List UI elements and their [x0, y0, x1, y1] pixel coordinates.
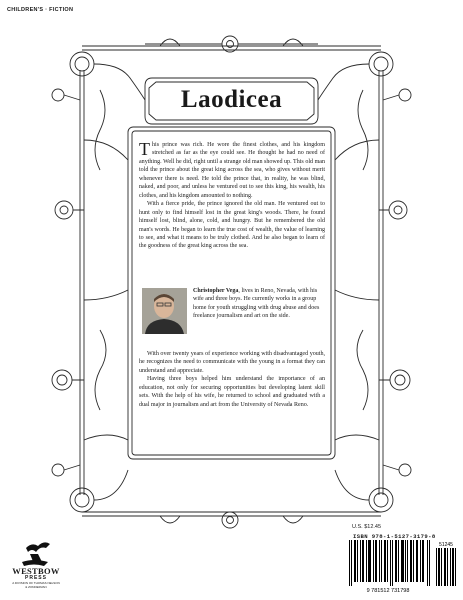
author-bio: Christopher Vega, lives in Reno, Nevada, with his wife and three boys. He currently works in a group home for youth struggling with drug abuse and does freelance journalism and art on the side. [193, 288, 320, 320]
isbn-label: ISBN 978-1-5127-3179-8 [353, 533, 436, 540]
author-paragraph-2: Having three boys helped him understand the importance of an education, not only for securing opportunities but developing latent skill sets. With the help of his wife, he returned to school and graduated with a dual major in journalism and art from the University of Nevada Reno. [139, 376, 325, 408]
drop-cap: T [139, 139, 150, 159]
synopsis [139, 141, 325, 251]
isbn-barcode [343, 540, 459, 594]
westbow-emblem-icon [22, 542, 50, 566]
barcode-addon-digits: 51245 [439, 542, 453, 548]
author-name: Christopher Vega [193, 288, 239, 294]
price-label: U.S. $12.45 [352, 524, 382, 530]
barcode-digits: 9 781512 731798 [366, 588, 410, 594]
barcode-addon-bars [436, 548, 456, 586]
synopsis-paragraph-2: With a fierce pride, the prince ignored the old man. He ventured out to hunt only to find himself lost in the great king's woods. There, he found himself lost, blind, alone, cold, and hungry. But he remembered the old man's words. He began to learn the true cost of wealth, the value of learning to see, and what it means to be truly clothed. And he also began to learn of the goodness of the great king across the sea. [139, 201, 325, 250]
author-photo [142, 288, 187, 334]
barcode-bars [349, 540, 430, 586]
publisher-division: A DIVISION OF THOMAS NELSON & ZONDERVAN [12, 581, 60, 589]
synopsis-paragraph-1: This prince was rich. He wore the finest clothes, and his kingdom stretched as far as the eye could see. He thought he had no need of anything. Well he did, right until a strange old man showed up. This old man told the prince about the great king across the sea, who gives without merit whenever there is need. He told the prince that, in reality, he was blind, naked, and poor, and unless he ventured out to see this king, his wealth, his clothes, and his kingdom amounted to nothing. [139, 139, 325, 199]
category-label: CHILDREN'S · FICTION [7, 7, 74, 13]
publisher-press: PRESS [25, 575, 47, 581]
author-paragraph-1: With over twenty years of experience working with disadvantaged youth, he recognizes the need to communicate with the young in a format they can understand and appreciate. [139, 351, 325, 374]
author-details [139, 350, 325, 409]
publisher-name: WESTBOW [12, 566, 60, 576]
book-title: Laodicea [180, 86, 283, 113]
